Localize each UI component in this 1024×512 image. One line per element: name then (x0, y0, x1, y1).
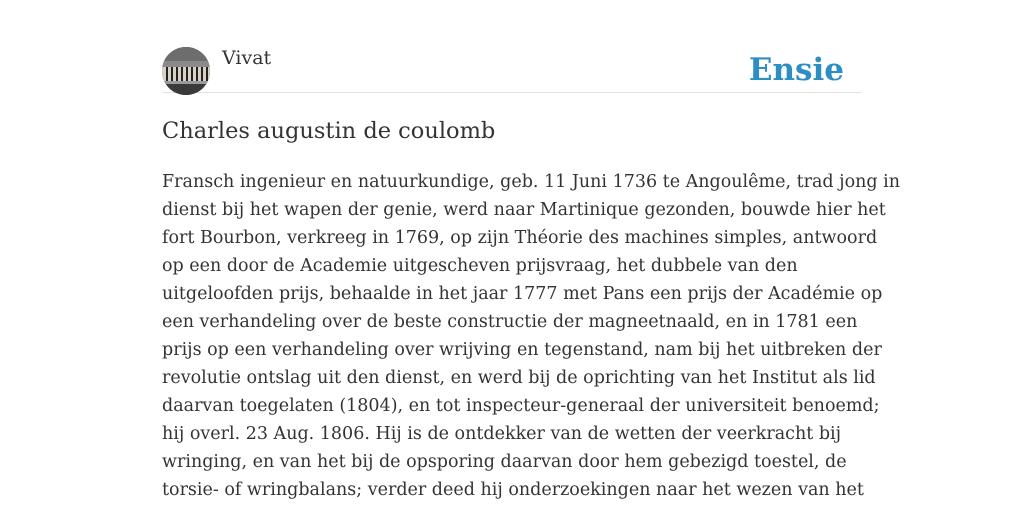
article-title: Charles augustin de coulomb (162, 118, 496, 144)
author-name[interactable]: Vivat (222, 47, 272, 69)
body-line: een verhandeling over de beste constructie der magneetnaald, en in 1781 een (162, 312, 858, 332)
body-line: wringing, en van het bij de opsporing daarvan door hem gebezigd toestel, de (162, 452, 847, 472)
typewriter-keys-icon (162, 47, 210, 95)
body-line: uitgeloofden prijs, behaalde in het jaar 1777 met Pans een prijs der Académie op (162, 284, 883, 304)
body-line: Fransch ingenieur en natuurkundige, geb. 11 Juni 1736 te Angoulême, trad jong in (162, 172, 901, 192)
body-line: daarvan toegelaten (1804), en tot inspecteur-generaal der universiteit benoemd; (162, 396, 880, 416)
body-line: op een door de Academie uitgescheven prijsvraag, het dubbele van den (162, 256, 798, 276)
body-line: prijs op een verhandeling over wrijving en tegenstand, nam bij het uitbreken der (162, 340, 882, 360)
body-line: hij overl. 23 Aug. 1806. Hij is de ontdekker van de wetten der veerkracht bij (162, 424, 842, 444)
author-avatar[interactable] (162, 47, 210, 95)
article-header (162, 46, 862, 93)
body-line: dienst bij het wapen der genie, werd naar Martinique gezonden, bouwde hier het (162, 200, 886, 220)
body-line: revolutie ontslag uit den dienst, en werd bij de oprichting van het Institut als lid (162, 368, 876, 388)
article-body (162, 168, 901, 504)
body-line: fort Bourbon, verkreeg in 1769, op zijn Théorie des machines simples, antwoord (162, 228, 878, 248)
body-line: torsie- of wringbalans; verder deed hij onderzoekingen naar het wezen van het (162, 480, 864, 500)
ensie-logo[interactable]: Ensie (748, 52, 844, 88)
